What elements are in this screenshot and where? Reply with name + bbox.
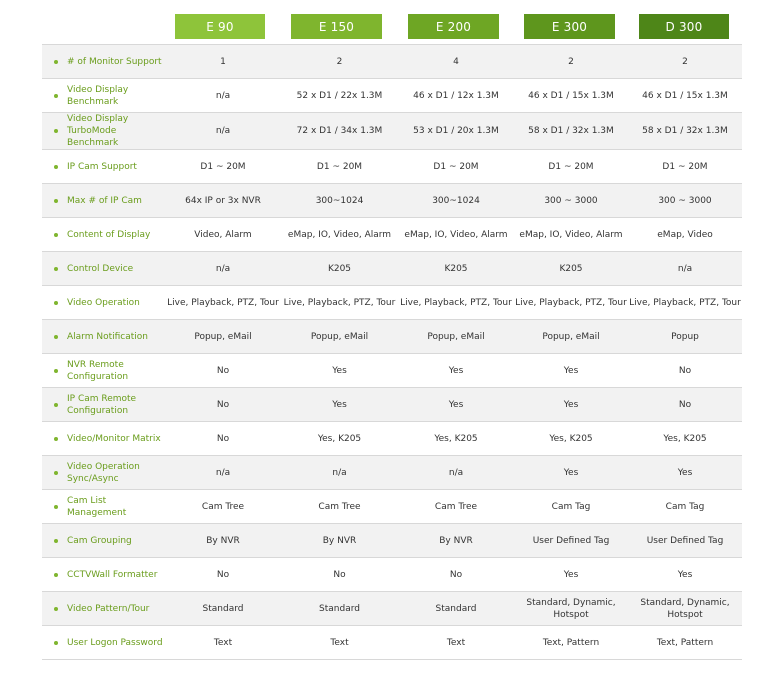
cell-value: Popup, eMail <box>427 331 485 342</box>
cell-value: D1 ~ 20M <box>316 161 363 172</box>
value-cell <box>398 592 514 626</box>
cell-value: Yes <box>563 399 579 410</box>
value-cell <box>514 354 628 388</box>
value-cell <box>165 456 281 490</box>
value-cell <box>281 252 398 286</box>
value-cell <box>398 524 514 558</box>
value-cell <box>628 422 742 456</box>
table-row <box>42 45 742 79</box>
value-cell <box>398 45 514 79</box>
value-cell <box>628 218 742 252</box>
cell-value: Text <box>446 637 466 648</box>
cell-value: 46 x D1 / 12x 1.3M <box>413 90 499 101</box>
cell-value: 300~1024 <box>432 195 480 206</box>
cell-value: n/a <box>332 467 347 478</box>
value-cell <box>165 422 281 456</box>
row-label: Video Operation <box>67 297 140 308</box>
value-cell <box>514 592 628 626</box>
value-cell <box>165 490 281 524</box>
row-label-cell <box>42 150 165 184</box>
cell-value: By NVR <box>322 535 357 546</box>
bullet-dot-icon <box>54 505 58 509</box>
value-cell <box>628 456 742 490</box>
bullet-dot-icon <box>54 539 58 543</box>
value-cell <box>628 490 742 524</box>
bullet-dot-icon <box>54 94 58 98</box>
value-cell <box>514 422 628 456</box>
table-row <box>42 150 742 184</box>
cell-value: 300 ~ 3000 <box>658 195 712 206</box>
cell-value: Yes, K205 <box>434 433 478 444</box>
cell-value: Cam Tag <box>665 501 705 512</box>
value-cell <box>281 422 398 456</box>
table-row <box>42 354 742 388</box>
cell-value: Standard <box>319 603 360 614</box>
bullet-dot-icon <box>54 267 58 271</box>
row-label-cell <box>42 184 165 218</box>
row-label: Video Operation Sync/Async <box>67 461 140 484</box>
value-cell <box>281 184 398 218</box>
cell-value: 46 x D1 / 15x 1.3M <box>528 90 614 101</box>
cell-value: Text, Pattern <box>656 637 714 648</box>
cell-value: K205 <box>559 263 583 274</box>
cell-value: 72 x D1 / 34x 1.3M <box>296 126 383 136</box>
value-cell <box>514 150 628 184</box>
value-cell <box>398 286 514 320</box>
row-label: IP Cam Support <box>67 161 137 172</box>
cell-value: Text <box>213 637 233 648</box>
value-cell <box>628 286 742 320</box>
cell-value: No <box>678 365 692 376</box>
row-label: IP Cam Remote Configuration <box>67 393 137 416</box>
cell-value: Text <box>330 637 349 648</box>
table-row <box>42 524 742 558</box>
value-cell <box>281 490 398 524</box>
table-row <box>42 558 742 592</box>
table-row <box>42 79 742 113</box>
value-cell <box>281 592 398 626</box>
value-cell <box>628 79 742 113</box>
value-cell <box>281 150 398 184</box>
row-label: Video Display Benchmark <box>67 84 129 107</box>
cell-value: 300~1024 <box>315 195 364 206</box>
cell-value: 2 <box>336 56 343 67</box>
row-label: Cam List Management <box>67 495 127 518</box>
cell-value: 2 <box>568 56 574 67</box>
row-label-cell <box>42 558 165 592</box>
cell-value: Yes, K205 <box>663 433 707 444</box>
bullet-dot-icon <box>54 403 58 407</box>
cell-value: 64x IP or 3x NVR <box>185 195 261 206</box>
row-label-cell <box>42 286 165 320</box>
value-cell <box>281 320 398 354</box>
value-cell <box>281 354 398 388</box>
value-cell <box>514 113 628 150</box>
row-label-cell <box>42 490 165 524</box>
cell-value: Yes <box>332 399 347 410</box>
row-label-cell <box>42 252 165 286</box>
cell-value: Yes, K205 <box>549 433 593 444</box>
value-cell <box>514 252 628 286</box>
row-label: User Logon Password <box>67 637 163 648</box>
value-cell <box>281 558 398 592</box>
row-label-cell <box>42 626 165 660</box>
cell-value: Yes <box>332 365 347 376</box>
bullet-dot-icon <box>54 199 58 203</box>
value-cell <box>514 558 628 592</box>
cell-value: Live, Playback, PTZ, Tour <box>515 297 627 308</box>
row-label-cell <box>42 320 165 354</box>
cell-value: Standard, Dynamic, Hotspot <box>640 597 730 620</box>
row-label-cell <box>42 354 165 388</box>
value-cell <box>514 490 628 524</box>
cell-value: n/a <box>677 263 693 274</box>
value-cell <box>165 150 281 184</box>
row-label-cell <box>42 79 165 113</box>
cell-value: No <box>216 569 230 580</box>
value-cell <box>165 218 281 252</box>
bullet-dot-icon <box>54 301 58 305</box>
value-cell <box>514 456 628 490</box>
cell-value: n/a <box>215 263 231 274</box>
cell-value: No <box>678 399 692 410</box>
cell-value: Standard <box>435 603 477 614</box>
cell-value: D1 ~ 20M <box>433 161 479 172</box>
column-header-d300: D 300 <box>639 14 729 39</box>
cell-value: Popup, eMail <box>194 331 252 342</box>
cell-value: Popup, eMail <box>310 331 369 342</box>
value-cell <box>281 286 398 320</box>
table-row <box>42 422 742 456</box>
value-cell <box>398 218 514 252</box>
table-row <box>42 286 742 320</box>
row-label: Video/Monitor Matrix <box>67 433 161 444</box>
value-cell <box>628 45 742 79</box>
cell-value: Popup <box>671 331 699 342</box>
row-label: Max # of IP Cam <box>67 195 142 206</box>
value-cell <box>628 592 742 626</box>
cell-value: Live, Playback, PTZ, Tour <box>400 297 512 308</box>
value-cell <box>628 626 742 660</box>
value-cell <box>628 252 742 286</box>
cell-value: Cam Tree <box>318 501 361 512</box>
row-label-cell <box>42 592 165 626</box>
cell-value: No <box>449 569 463 580</box>
bullet-dot-icon <box>54 335 58 339</box>
cell-value: Yes <box>677 467 693 478</box>
row-label: Control Device <box>67 263 134 274</box>
bullet-dot-icon <box>54 129 58 133</box>
value-cell <box>165 320 281 354</box>
value-cell <box>514 320 628 354</box>
cell-value: No <box>216 433 230 444</box>
value-cell <box>514 626 628 660</box>
cell-value: eMap, IO, Video, Alarm <box>404 229 508 240</box>
value-cell <box>398 113 514 150</box>
value-cell <box>514 45 628 79</box>
cell-value: Yes <box>448 399 464 410</box>
value-cell <box>628 524 742 558</box>
row-label: Video Display TurboMode Benchmark <box>67 114 129 148</box>
cell-value: By NVR <box>206 535 240 546</box>
row-label: Cam Grouping <box>67 535 132 546</box>
cell-value: n/a <box>448 467 464 478</box>
value-cell <box>398 354 514 388</box>
cell-value: Yes <box>677 569 693 580</box>
value-cell <box>281 524 398 558</box>
column-header-e300: E 300 <box>524 14 615 39</box>
column-header-e90: E 90 <box>175 14 265 39</box>
row-label-cell <box>42 113 165 150</box>
cell-value: 4 <box>453 56 459 67</box>
row-label: Alarm Notification <box>67 331 148 342</box>
cell-value: 1 <box>220 56 226 67</box>
cell-value: Yes <box>448 365 464 376</box>
value-cell <box>165 388 281 422</box>
row-label: Content of Display <box>67 229 151 240</box>
value-cell <box>281 79 398 113</box>
value-cell <box>514 524 628 558</box>
row-label: # of Monitor Support <box>67 56 162 67</box>
cell-value: 52 x D1 / 22x 1.3M <box>296 90 383 101</box>
value-cell <box>514 79 628 113</box>
cell-value: No <box>333 569 346 580</box>
cell-value: Text, Pattern <box>542 637 600 648</box>
table-row <box>42 320 742 354</box>
comparison-table <box>42 44 742 660</box>
value-cell <box>398 184 514 218</box>
cell-value: 53 x D1 / 20x 1.3M <box>413 126 499 136</box>
value-cell <box>165 252 281 286</box>
cell-value: Cam Tree <box>201 501 245 512</box>
cell-value: D1 ~ 20M <box>548 161 594 172</box>
cell-value: Cam Tag <box>551 501 591 512</box>
cell-value: Live, Playback, PTZ, Tour <box>167 297 279 308</box>
cell-value: Cam Tree <box>434 501 478 512</box>
value-cell <box>628 113 742 150</box>
cell-value: n/a <box>215 126 231 136</box>
row-label: CCTVWall Formatter <box>67 569 158 580</box>
bullet-dot-icon <box>54 165 58 169</box>
value-cell <box>165 626 281 660</box>
row-label: Video Pattern/Tour <box>67 603 150 614</box>
table-row <box>42 184 742 218</box>
row-label-cell <box>42 524 165 558</box>
value-cell <box>281 218 398 252</box>
value-cell <box>628 320 742 354</box>
value-cell <box>281 388 398 422</box>
row-label-cell <box>42 45 165 79</box>
value-cell <box>514 184 628 218</box>
cell-value: D1 ~ 20M <box>200 161 246 172</box>
value-cell <box>398 558 514 592</box>
value-cell <box>398 252 514 286</box>
row-label-cell <box>42 456 165 490</box>
cell-value: Yes <box>563 569 579 580</box>
cell-value: 300 ~ 3000 <box>544 195 598 206</box>
value-cell <box>165 592 281 626</box>
row-label: NVR Remote Configuration <box>67 359 129 382</box>
value-cell <box>398 456 514 490</box>
cell-value: User Defined Tag <box>532 535 610 546</box>
cell-value: Standard <box>202 603 244 614</box>
cell-value: Yes <box>563 467 579 478</box>
cell-value: 2 <box>682 56 688 67</box>
value-cell <box>398 320 514 354</box>
value-cell <box>398 388 514 422</box>
value-cell <box>165 558 281 592</box>
cell-value: Popup, eMail <box>542 331 600 342</box>
value-cell <box>281 626 398 660</box>
value-cell <box>165 45 281 79</box>
value-cell <box>514 388 628 422</box>
table-row <box>42 626 742 660</box>
value-cell <box>514 286 628 320</box>
cell-value: K205 <box>444 263 468 274</box>
cell-value: 58 x D1 / 32x 1.3M <box>528 126 614 136</box>
cell-value: Yes <box>563 365 579 376</box>
value-cell <box>628 150 742 184</box>
bullet-dot-icon <box>54 369 58 373</box>
value-cell <box>281 113 398 150</box>
cell-value: No <box>216 399 230 410</box>
column-header-e150: E 150 <box>291 14 382 39</box>
cell-value: Live, Playback, PTZ, Tour <box>629 297 741 308</box>
value-cell <box>165 113 281 150</box>
value-cell <box>628 354 742 388</box>
table-row <box>42 252 742 286</box>
cell-value: D1 ~ 20M <box>662 161 708 172</box>
value-cell <box>514 218 628 252</box>
table-row <box>42 456 742 490</box>
cell-value: eMap, Video <box>657 229 713 240</box>
cell-value: User Defined Tag <box>646 535 724 546</box>
table-row <box>42 592 742 626</box>
table-row <box>42 490 742 524</box>
cell-value: Yes, K205 <box>317 433 362 444</box>
cell-value: No <box>216 365 230 376</box>
cell-value: eMap, IO, Video, Alarm <box>519 229 623 240</box>
value-cell <box>165 79 281 113</box>
bullet-dot-icon <box>54 60 58 64</box>
cell-value: n/a <box>215 467 231 478</box>
value-cell <box>165 524 281 558</box>
cell-value: 46 x D1 / 15x 1.3M <box>642 90 728 101</box>
row-label-cell <box>42 388 165 422</box>
cell-value: 58 x D1 / 32x 1.3M <box>642 126 728 136</box>
value-cell <box>165 354 281 388</box>
value-cell <box>628 184 742 218</box>
cell-value: eMap, IO, Video, Alarm <box>287 229 392 240</box>
bullet-dot-icon <box>54 471 58 475</box>
bullet-dot-icon <box>54 233 58 237</box>
value-cell <box>398 79 514 113</box>
value-cell <box>281 45 398 79</box>
column-header-e200: E 200 <box>408 14 499 39</box>
cell-value: Standard, Dynamic, Hotspot <box>526 597 616 620</box>
value-cell <box>398 490 514 524</box>
value-cell <box>398 150 514 184</box>
bullet-dot-icon <box>54 607 58 611</box>
cell-value: Video, Alarm <box>194 229 252 240</box>
row-label-cell <box>42 422 165 456</box>
value-cell <box>398 422 514 456</box>
table-row <box>42 388 742 422</box>
bullet-dot-icon <box>54 641 58 645</box>
value-cell <box>281 456 398 490</box>
value-cell <box>165 184 281 218</box>
table-row <box>42 113 742 150</box>
value-cell <box>628 388 742 422</box>
cell-value: By NVR <box>439 535 473 546</box>
cell-value: K205 <box>327 263 352 274</box>
value-cell <box>628 558 742 592</box>
row-label-cell <box>42 218 165 252</box>
bullet-dot-icon <box>54 573 58 577</box>
value-cell <box>165 286 281 320</box>
cell-value: Live, Playback, PTZ, Tour <box>283 297 396 308</box>
bullet-dot-icon <box>54 437 58 441</box>
cell-value: n/a <box>215 90 231 101</box>
value-cell <box>398 626 514 660</box>
table-row <box>42 218 742 252</box>
